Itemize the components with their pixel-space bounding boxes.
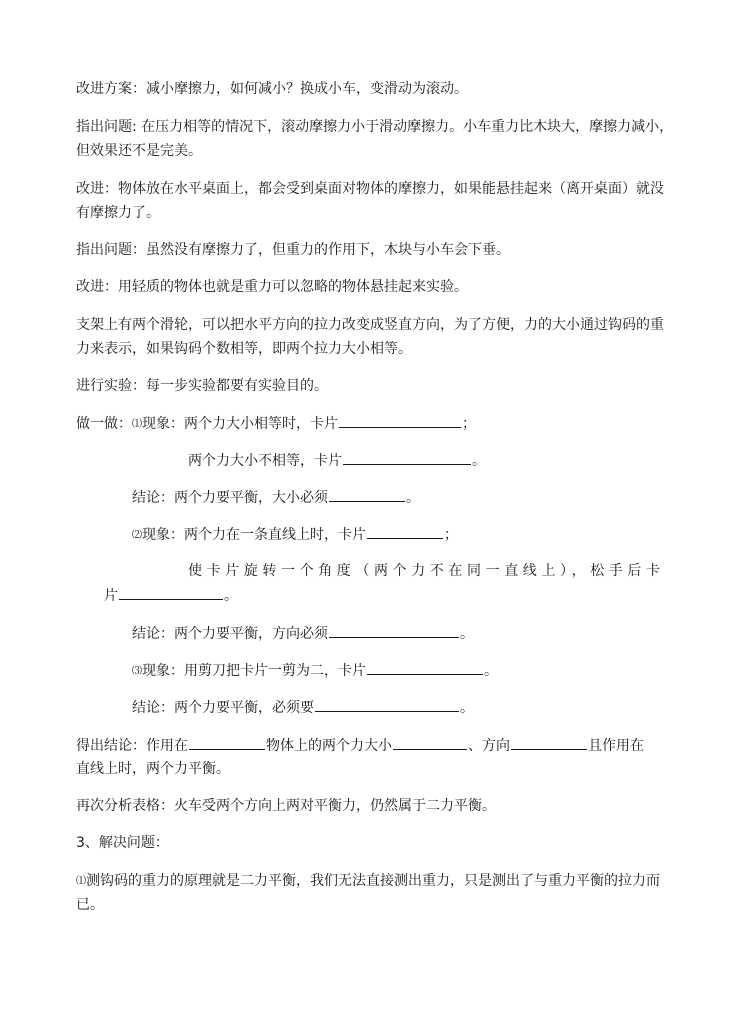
row-observation-1b: [188, 450, 486, 471]
heading-solve-problem: 3、解决问题：: [76, 835, 169, 851]
text-conclusion-1: 结论：两个力要平衡，大小必须: [132, 490, 328, 506]
blank-field[interactable]: [393, 735, 467, 750]
text-weight-measure-line1: 测钩码的重力的原理就是二力平衡，我们无法直接测出重力，只是测出了与重力平衡的拉力而: [86, 873, 660, 889]
blank-field[interactable]: [329, 487, 405, 502]
text-observation-1b: 两个力大小不相等，卡片: [188, 453, 342, 469]
text-improvement-2-line1: 改进：物体放在水平桌面上，都会受到桌面对物体的摩擦力，如果能悬挂起来（离开桌面）就没: [76, 181, 664, 197]
item-number-1: ⑴: [132, 419, 142, 430]
paragraph-problem-1: [76, 117, 673, 137]
paragraph-experiment: [76, 376, 328, 396]
text-observation-2: 现象：两个力在一条直线上时，卡片: [142, 527, 366, 543]
label-do-it: 做一做：: [76, 416, 132, 432]
paragraph-improvement-2-cont: [76, 203, 160, 223]
row-observation-1: [76, 413, 476, 435]
text-pulley-line2: 力来表示，如果钩码个数相等，即两个拉力大小相等。: [76, 341, 412, 357]
text-problem-1-line1: 指出问题: 在压力相等的情况下，滚动摩擦力小于滑动摩擦力。小车重力比木块大，摩擦力减小，: [76, 119, 674, 135]
text-final-conclusion-a: 得出结论：作用在: [76, 738, 188, 754]
text-improvement-3: 改进：用轻质的物体也就是重力可以忽略的物体悬挂起来实验。: [76, 279, 468, 295]
row-conclusion-3: [132, 697, 474, 718]
blank-field[interactable]: [329, 623, 459, 638]
paragraph-pulley-cont: [76, 339, 412, 359]
punctuation: 。: [484, 663, 498, 679]
item-number-2: ⑵: [132, 530, 142, 541]
row-final-conclusion-cont: [76, 759, 230, 779]
row-final-conclusion: [76, 735, 644, 756]
row-conclusion-1: [132, 487, 420, 508]
item-number-3: ⑶: [132, 666, 142, 677]
text-improvement-2-line2: 有摩擦力了。: [76, 205, 160, 221]
punctuation: 。: [224, 588, 238, 604]
text-final-conclusion-line2: 直线上时，两个力平衡。: [76, 761, 230, 777]
text-pulley-line1: 支架上有两个滑轮，可以把水平方向的拉力改变成竖直方向，为了方便，力的大小通过钩码的重: [76, 317, 664, 333]
blank-field[interactable]: [339, 413, 461, 428]
punctuation: 。: [460, 700, 474, 716]
text-conclusion-2: 结论：两个力要平衡，方向必须: [132, 626, 328, 642]
text-weight-measure-line2: 已。: [76, 897, 104, 913]
text-observation-1: 现象：两个力大小相等时，卡片: [142, 416, 338, 432]
row-observation-2: [132, 524, 458, 546]
paragraph-pulley: [76, 315, 664, 335]
paragraph-weight-measure-cont: [76, 895, 104, 915]
paragraph-problem-1-cont: [76, 141, 202, 161]
blank-field[interactable]: [315, 697, 459, 712]
blank-field[interactable]: [189, 735, 265, 750]
section-heading-solve: [76, 833, 169, 853]
paragraph-weight-measure: [76, 871, 660, 892]
blank-field[interactable]: [367, 660, 483, 675]
row-observation-2b-cont: [104, 585, 238, 606]
text-improvement-plan: 改进方案：减小摩擦力，如何减小？换成小车，变滑动为滚动。: [76, 81, 468, 97]
text-experiment: 进行实验：每一步实验都要有实验目的。: [76, 378, 328, 394]
paragraph-improvement-3: [76, 277, 468, 297]
row-observation-3: [132, 660, 498, 682]
item-number-solve-1: ⑴: [76, 876, 86, 887]
text-final-conclusion-c: 、方向: [468, 738, 510, 754]
text-card: 片: [104, 588, 118, 604]
blank-field[interactable]: [119, 585, 223, 600]
punctuation: ；: [444, 527, 458, 543]
paragraph-reanalysis: [76, 796, 496, 816]
text-problem-1-line2: 但效果还不是完美。: [76, 143, 202, 159]
blank-field[interactable]: [511, 735, 587, 750]
punctuation: ；: [462, 416, 476, 432]
blank-field[interactable]: [367, 524, 443, 539]
text-reanalysis: 再次分析表格：火车受两个方向上两对平衡力，仍然属于二力平衡。: [76, 798, 496, 814]
text-final-conclusion-d: 且作用在: [588, 738, 644, 754]
blank-field[interactable]: [343, 450, 471, 465]
punctuation: 。: [406, 490, 420, 506]
row-observation-2b: [188, 561, 660, 581]
row-conclusion-2: [132, 623, 474, 644]
punctuation: 。: [460, 626, 474, 642]
text-conclusion-3: 结论：两个力要平衡，必须要: [132, 700, 314, 716]
text-observation-2b: 使卡片旋转一个角度（两个力不在同一直线上），松手后卡: [188, 563, 660, 579]
text-problem-2: 指出问题：虽然没有摩擦力了，但重力的作用下，木块与小车会下垂。: [76, 242, 510, 258]
paragraph-problem-2: [76, 240, 510, 260]
punctuation: 。: [472, 453, 486, 469]
text-final-conclusion-b: 物体上的两个力大小: [266, 738, 392, 754]
paragraph-improvement-2: [76, 179, 664, 199]
paragraph-improvement-plan: [76, 79, 468, 99]
text-observation-3: 现象：用剪刀把卡片一剪为二，卡片: [142, 663, 366, 679]
